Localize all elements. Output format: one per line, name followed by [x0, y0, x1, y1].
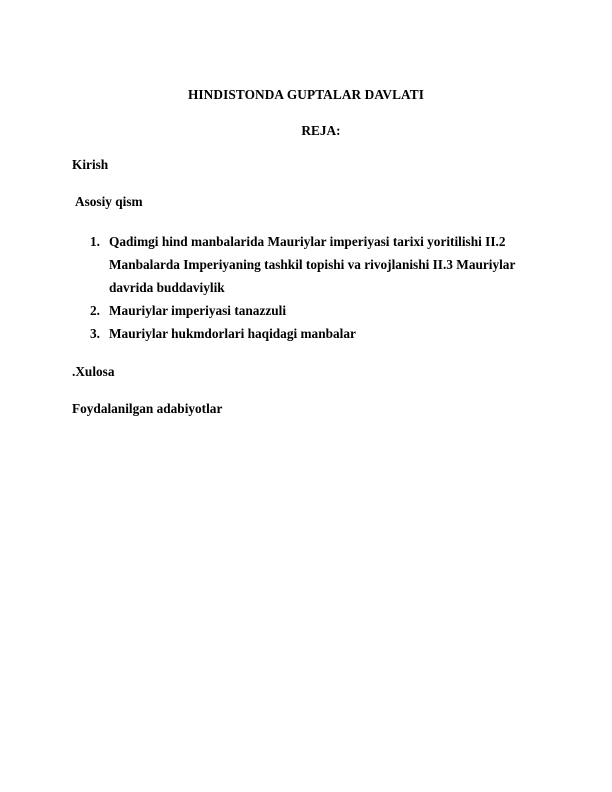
plan-item	[90, 322, 560, 345]
plan-item	[90, 230, 560, 299]
plan-item-number: 3.	[90, 326, 100, 341]
plan-item-text: Mauriylar imperiyasi tanazzuli	[109, 303, 287, 318]
section-conclusion: .Xulosa	[72, 364, 115, 379]
plan-list	[90, 230, 560, 345]
plan-item-text: Mauriylar hukmdorlari haqidagi manbalar	[109, 326, 356, 341]
document-title: HINDISTONDA GUPTALAR DAVLATI	[187, 87, 425, 102]
section-references: Foydalanilgan adabiyotlar	[72, 401, 223, 416]
plan-item-text: Qadimgi hind manbalarida Mauriylar imperiyasi tarixi yoritilishi II.2 Manbalarda Imperiyaning tashkil topishi va rivojlanishi II.3 Mauriylar davrida buddaviylik	[109, 234, 516, 295]
plan-item-number: 2.	[90, 303, 100, 318]
section-main-part: Asosiy qism	[75, 194, 143, 209]
section-intro: Kirish	[72, 157, 109, 172]
plan-heading: REJA:	[301, 123, 341, 138]
plan-item	[90, 299, 560, 322]
plan-item-number: 1.	[90, 234, 100, 249]
